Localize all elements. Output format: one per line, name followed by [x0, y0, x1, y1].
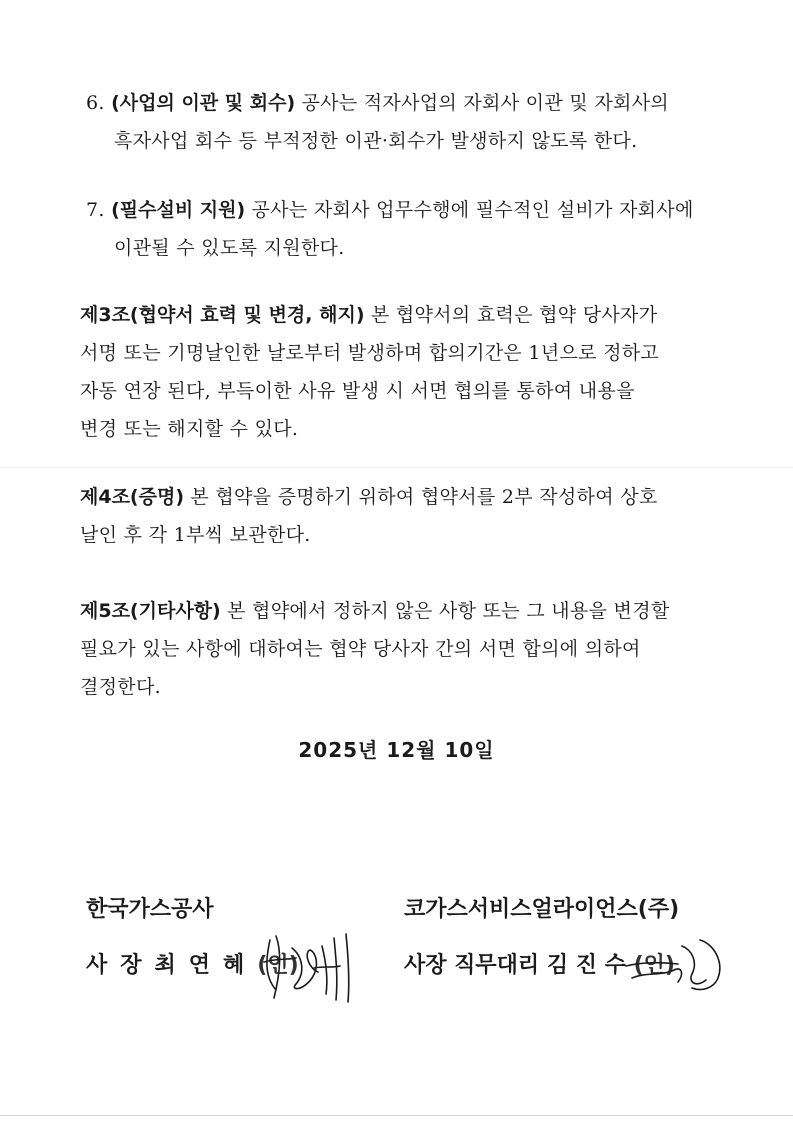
- right-seal-mark: (인): [633, 953, 675, 978]
- right-handwritten-signature: [622, 932, 732, 1002]
- item-number: 7.: [86, 199, 105, 221]
- right-representative-name: 사장 직무대리 김 진 수: [404, 953, 626, 978]
- article-text: 본 협약을 증명하기 위하여 협약서를 2부 작성하여 상호: [184, 486, 658, 508]
- article-text: 결정한다.: [80, 676, 161, 698]
- agreement-date: 2025년 12월 10일: [298, 738, 495, 762]
- item-title: (사업의 이관 및 회수): [111, 92, 296, 114]
- article-text: 필요가 있는 사항에 대하여는 협약 당사자 간의 서면 합의에 의하여: [80, 638, 641, 660]
- item-text: 공사는 자회사 업무수행에 필수적인 설비가 자회사에: [245, 199, 694, 221]
- clause-item-6: [86, 84, 669, 160]
- article-text: 서명 또는 기명날인한 날로부터 발생하며 합의기간은 1년으로 정하고: [80, 342, 660, 364]
- right-organization: 코가스서비스얼라이언스(주): [404, 897, 680, 922]
- left-organization: 한국가스공사: [86, 897, 214, 922]
- left-handwritten-signature: [256, 928, 366, 1008]
- item-title: (필수설비 지원): [111, 199, 246, 221]
- article-text: 본 협약에서 정하지 않은 사항 또는 그 내용을 변경할: [220, 600, 670, 622]
- item-text: 흑자사업 회수 등 부적정한 이관·회수가 발생하지 않도록 한다.: [114, 130, 638, 152]
- article-text: 자동 연장 된다, 부득이한 사유 발생 시 서면 협의를 통하여 내용을: [80, 380, 635, 402]
- article-title: 제4조(증명): [80, 486, 185, 508]
- item-text: 공사는 적자사업의 자회사 이관 및 자회사의: [295, 92, 669, 114]
- article-title: 제3조(협약서 효력 및 변경, 해지): [80, 304, 365, 326]
- article-title: 제5조(기타사항): [80, 600, 221, 622]
- clause-item-7: [86, 191, 694, 267]
- article-text: 변경 또는 해지할 수 있다.: [80, 418, 299, 440]
- left-seal-mark: (인): [257, 953, 299, 978]
- item-text: 이관될 수 있도록 지원한다.: [114, 237, 345, 259]
- scan-bottom-edge: [0, 1115, 793, 1116]
- item-number: 6.: [86, 92, 105, 114]
- scan-artifact-line: [0, 467, 793, 468]
- article-text: 본 협약서의 효력은 협약 당사자가: [364, 304, 658, 326]
- article-3: [80, 296, 659, 448]
- article-4: [80, 478, 658, 554]
- article-text: 날인 후 각 1부씩 보관한다.: [80, 524, 311, 546]
- left-representative-name: 사장최연혜: [86, 953, 258, 978]
- article-5: [80, 592, 670, 706]
